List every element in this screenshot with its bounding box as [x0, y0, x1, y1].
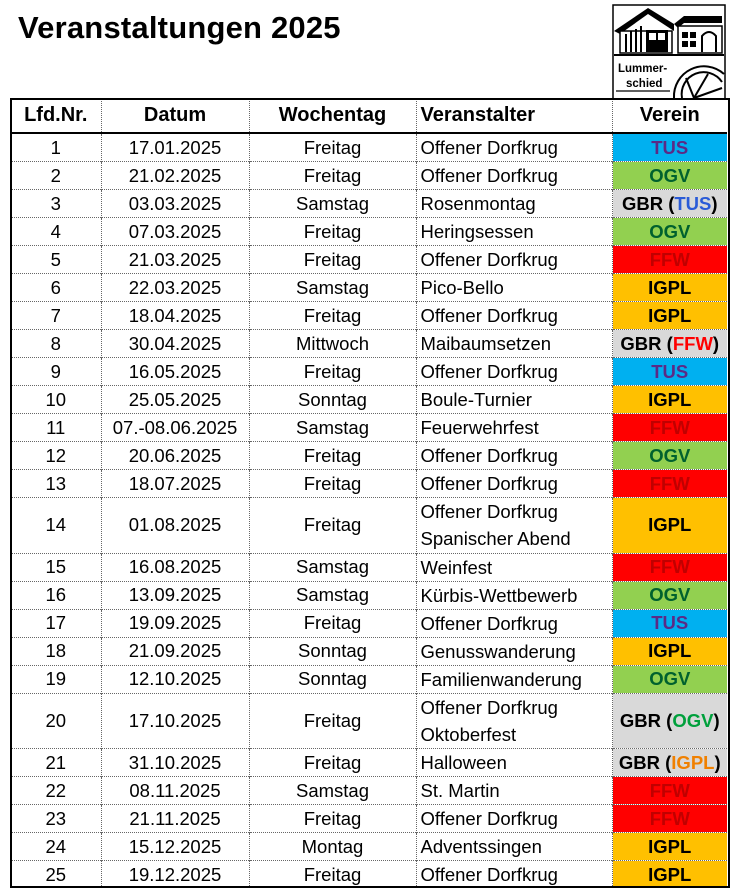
cell-wochentag: Freitag — [249, 218, 416, 246]
cell-datum: 17.01.2025 — [101, 133, 249, 162]
cell-nr: 11 — [11, 414, 101, 442]
table-row — [11, 386, 727, 414]
cell-nr: 25 — [11, 861, 101, 889]
partner-verein: FFW — [672, 332, 713, 354]
event-line: Heringsessen — [420, 221, 534, 242]
cell-datum: 19.12.2025 — [101, 861, 249, 889]
cell-datum: 07.-08.06.2025 — [101, 414, 249, 442]
svg-text:Lummer-: Lummer- — [618, 63, 668, 75]
cell-wochentag: Samstag — [249, 414, 416, 442]
cell-wochentag: Samstag — [249, 777, 416, 805]
cell-wochentag: Freitag — [249, 805, 416, 833]
cell-datum: 12.10.2025 — [101, 665, 249, 693]
cell-veranstalter — [416, 330, 612, 358]
cell-nr: 16 — [11, 581, 101, 609]
event-line: Kürbis-Wettbewerb — [420, 584, 578, 606]
table-row — [11, 777, 727, 805]
cell-nr: 18 — [11, 637, 101, 665]
cell-veranstalter — [416, 833, 612, 861]
cell-verein — [612, 609, 727, 637]
cell-datum: 21.09.2025 — [101, 637, 249, 665]
header-wochentag: Wochentag — [249, 99, 416, 133]
cell-datum: 31.10.2025 — [101, 749, 249, 777]
verein-label: GBR — [618, 751, 660, 773]
cell-datum: 15.12.2025 — [101, 833, 249, 861]
cell-datum: 01.08.2025 — [101, 498, 249, 554]
cell-veranstalter — [416, 637, 612, 665]
cell-nr: 8 — [11, 330, 101, 358]
event-line: Maibaumsetzen — [420, 333, 552, 354]
cell-nr: 13 — [11, 470, 101, 498]
table-row — [11, 553, 727, 581]
cell-veranstalter — [416, 777, 612, 805]
cell-verein — [612, 665, 727, 693]
table-row — [11, 805, 727, 833]
event-line: Offener Dorfkrug — [420, 808, 558, 830]
cell-veranstalter — [416, 498, 612, 554]
cell-veranstalter — [416, 749, 612, 777]
cell-verein — [612, 833, 727, 861]
cell-nr: 12 — [11, 442, 101, 470]
lummerschied-logo — [612, 4, 726, 100]
cell-nr: 1 — [11, 133, 101, 162]
table-row — [11, 133, 727, 162]
verein-label: OGV — [649, 584, 691, 606]
cell-wochentag: Sonntag — [249, 386, 416, 414]
cell-verein — [612, 302, 727, 330]
partner-verein: IGPL — [671, 751, 715, 773]
cell-nr: 21 — [11, 749, 101, 777]
cell-datum: 25.05.2025 — [101, 386, 249, 414]
table-row — [11, 498, 727, 554]
table-row — [11, 609, 727, 637]
cell-datum: 13.09.2025 — [101, 581, 249, 609]
verein-label: FFW — [649, 779, 690, 801]
cell-verein — [612, 218, 727, 246]
paren-open: ( — [661, 709, 673, 731]
verein-label: IGPL — [648, 276, 692, 298]
cell-nr: 9 — [11, 358, 101, 386]
paren-close: ) — [711, 192, 718, 214]
page-title: Veranstaltungen 2025 — [18, 10, 341, 45]
cell-verein — [612, 330, 727, 358]
event-line: Spanischer Abend — [420, 528, 571, 550]
cell-wochentag: Sonntag — [249, 637, 416, 665]
cell-wochentag: Freitag — [249, 133, 416, 162]
cell-wochentag: Samstag — [249, 190, 416, 218]
table-row — [11, 693, 727, 749]
cell-datum: 07.03.2025 — [101, 218, 249, 246]
header-datum: Datum — [101, 99, 249, 133]
paren-close: ) — [714, 751, 721, 773]
header-verein: Verein — [612, 99, 727, 133]
cell-datum: 20.06.2025 — [101, 442, 249, 470]
cell-veranstalter — [416, 386, 612, 414]
cell-verein — [612, 693, 727, 749]
cell-nr: 6 — [11, 274, 101, 302]
event-line: Offener Dorfkrug — [420, 249, 558, 270]
cell-verein — [612, 442, 727, 470]
verein-label: TUS — [651, 360, 689, 382]
cell-nr: 2 — [11, 162, 101, 190]
event-line: Offener Dorfkrug — [420, 473, 558, 494]
event-line: Feuerwehrfest — [420, 417, 539, 438]
verein-label: OGV — [649, 444, 691, 466]
table-row — [11, 414, 727, 442]
cell-wochentag: Freitag — [249, 498, 416, 554]
event-line: Weinfest — [420, 556, 493, 578]
partner-verein: OGV — [672, 709, 714, 731]
cell-nr: 7 — [11, 302, 101, 330]
paren-close: ) — [712, 332, 720, 354]
table-row — [11, 358, 727, 386]
partner-verein: TUS — [674, 192, 712, 214]
verein-label: FFW — [649, 248, 690, 270]
event-line: Boule-Turnier — [420, 389, 532, 410]
verein-label: FFW — [649, 472, 690, 494]
paren-open: ( — [659, 751, 672, 773]
cell-wochentag: Freitag — [249, 861, 416, 889]
cell-nr: 24 — [11, 833, 101, 861]
cell-wochentag: Freitag — [249, 749, 416, 777]
table-row — [11, 274, 727, 302]
cell-datum: 18.04.2025 — [101, 302, 249, 330]
verein-label: IGPL — [648, 388, 692, 410]
cell-datum: 16.05.2025 — [101, 358, 249, 386]
cell-veranstalter — [416, 190, 612, 218]
cell-datum: 21.02.2025 — [101, 162, 249, 190]
cell-wochentag: Sonntag — [249, 665, 416, 693]
paren-close: ) — [713, 709, 720, 731]
verein-label: OGV — [649, 668, 691, 690]
cell-veranstalter — [416, 302, 612, 330]
cell-wochentag: Freitag — [249, 246, 416, 274]
verein-label: OGV — [649, 220, 691, 242]
event-line: Halloween — [420, 752, 507, 774]
cell-veranstalter — [416, 470, 612, 498]
verein-label: GBR — [620, 332, 662, 354]
cell-verein — [612, 246, 727, 274]
verein-label: IGPL — [648, 640, 692, 662]
cell-nr: 20 — [11, 693, 101, 749]
cell-veranstalter — [416, 358, 612, 386]
event-line: Familienwanderung — [420, 668, 582, 690]
cell-nr: 10 — [11, 386, 101, 414]
cell-wochentag: Samstag — [249, 553, 416, 581]
cell-datum: 21.11.2025 — [101, 805, 249, 833]
cell-veranstalter — [416, 133, 612, 162]
cell-datum: 16.08.2025 — [101, 553, 249, 581]
event-line: Offener Dorfkrug — [420, 864, 558, 886]
cell-verein — [612, 162, 727, 190]
table-header-row — [11, 99, 727, 133]
cell-nr: 5 — [11, 246, 101, 274]
svg-text:schied: schied — [626, 78, 663, 90]
table-row — [11, 749, 727, 777]
event-line: Genusswanderung — [420, 640, 576, 662]
cell-nr: 22 — [11, 777, 101, 805]
cell-nr: 4 — [11, 218, 101, 246]
cell-wochentag: Mittwoch — [249, 330, 416, 358]
table-row — [11, 246, 727, 274]
cell-datum: 18.07.2025 — [101, 470, 249, 498]
cell-veranstalter — [416, 861, 612, 889]
table-row — [11, 665, 727, 693]
cell-veranstalter — [416, 246, 612, 274]
village-house-logo-icon — [612, 4, 726, 100]
verein-label: GBR — [619, 709, 661, 731]
event-line: Offener Dorfkrug — [420, 612, 558, 634]
cell-datum: 22.03.2025 — [101, 274, 249, 302]
cell-datum: 21.03.2025 — [101, 246, 249, 274]
cell-veranstalter — [416, 218, 612, 246]
table-row — [11, 637, 727, 665]
table-row — [11, 442, 727, 470]
event-line: Offener Dorfkrug — [420, 137, 558, 158]
cell-verein — [612, 581, 727, 609]
cell-nr: 14 — [11, 498, 101, 554]
cell-nr: 17 — [11, 609, 101, 637]
cell-verein — [612, 498, 727, 554]
cell-verein — [612, 749, 727, 777]
cell-veranstalter — [416, 609, 612, 637]
cell-datum: 17.10.2025 — [101, 693, 249, 749]
verein-label: IGPL — [648, 863, 692, 885]
verein-label: FFW — [649, 556, 690, 578]
cell-wochentag: Freitag — [249, 358, 416, 386]
cell-wochentag: Samstag — [249, 581, 416, 609]
table-row — [11, 833, 727, 861]
event-line: Offener Dorfkrug — [420, 361, 558, 382]
verein-label: IGPL — [648, 835, 692, 857]
cell-verein — [612, 358, 727, 386]
cell-nr: 19 — [11, 665, 101, 693]
table-row — [11, 162, 727, 190]
cell-veranstalter — [416, 665, 612, 693]
cell-veranstalter — [416, 274, 612, 302]
cell-verein — [612, 190, 727, 218]
table-row — [11, 218, 727, 246]
cell-wochentag: Freitag — [249, 470, 416, 498]
table-row — [11, 190, 727, 218]
event-line: Oktoberfest — [420, 723, 517, 745]
cell-veranstalter — [416, 414, 612, 442]
cell-verein — [612, 553, 727, 581]
table-row — [11, 581, 727, 609]
header-veranstalter: Veranstalter — [416, 99, 612, 133]
cell-nr: 23 — [11, 805, 101, 833]
cell-verein — [612, 805, 727, 833]
verein-label: TUS — [651, 612, 689, 634]
table-row — [11, 330, 727, 358]
cell-verein — [612, 386, 727, 414]
events-table-body — [11, 133, 727, 888]
event-line: Adventssingen — [420, 836, 542, 858]
table-row — [11, 302, 727, 330]
verein-label: FFW — [649, 807, 690, 829]
verein-label: FFW — [649, 416, 690, 438]
cell-veranstalter — [416, 553, 612, 581]
cell-nr: 15 — [11, 553, 101, 581]
event-line: Offener Dorfkrug — [420, 165, 558, 186]
event-line: Offener Dorfkrug — [420, 445, 558, 466]
verein-label: IGPL — [648, 514, 692, 536]
cell-verein — [612, 274, 727, 302]
cell-datum: 08.11.2025 — [101, 777, 249, 805]
header-nr: Lfd.Nr. — [11, 99, 101, 133]
cell-veranstalter — [416, 693, 612, 749]
event-line: Offener Dorfkrug — [420, 305, 558, 326]
cell-datum: 30.04.2025 — [101, 330, 249, 358]
cell-datum: 03.03.2025 — [101, 190, 249, 218]
event-line: Rosenmontag — [420, 193, 536, 214]
cell-verein — [612, 777, 727, 805]
event-line: St. Martin — [420, 780, 500, 802]
event-line: Offener Dorfkrug — [420, 696, 558, 718]
cell-wochentag: Freitag — [249, 302, 416, 330]
table-row — [11, 861, 727, 889]
cell-verein — [612, 133, 727, 162]
cell-wochentag: Montag — [249, 833, 416, 861]
cell-veranstalter — [416, 162, 612, 190]
cell-verein — [612, 470, 727, 498]
verein-label: GBR — [621, 192, 664, 214]
event-line: Offener Dorfkrug — [420, 501, 558, 523]
cell-wochentag: Freitag — [249, 609, 416, 637]
paren-open: ( — [663, 192, 675, 214]
cell-datum: 19.09.2025 — [101, 609, 249, 637]
cell-wochentag: Freitag — [249, 442, 416, 470]
cell-verein — [612, 414, 727, 442]
event-line: Pico-Bello — [420, 277, 504, 298]
cell-nr: 3 — [11, 190, 101, 218]
cell-verein — [612, 637, 727, 665]
cell-veranstalter — [416, 442, 612, 470]
cell-wochentag: Freitag — [249, 693, 416, 749]
verein-label: IGPL — [648, 304, 692, 326]
events-table — [11, 99, 727, 888]
verein-label: OGV — [649, 164, 691, 186]
cell-veranstalter — [416, 581, 612, 609]
table-row — [11, 470, 727, 498]
cell-verein — [612, 861, 727, 889]
verein-label: TUS — [651, 136, 689, 158]
cell-veranstalter — [416, 805, 612, 833]
cell-wochentag: Freitag — [249, 162, 416, 190]
paren-open: ( — [661, 332, 673, 354]
cell-wochentag: Samstag — [249, 274, 416, 302]
